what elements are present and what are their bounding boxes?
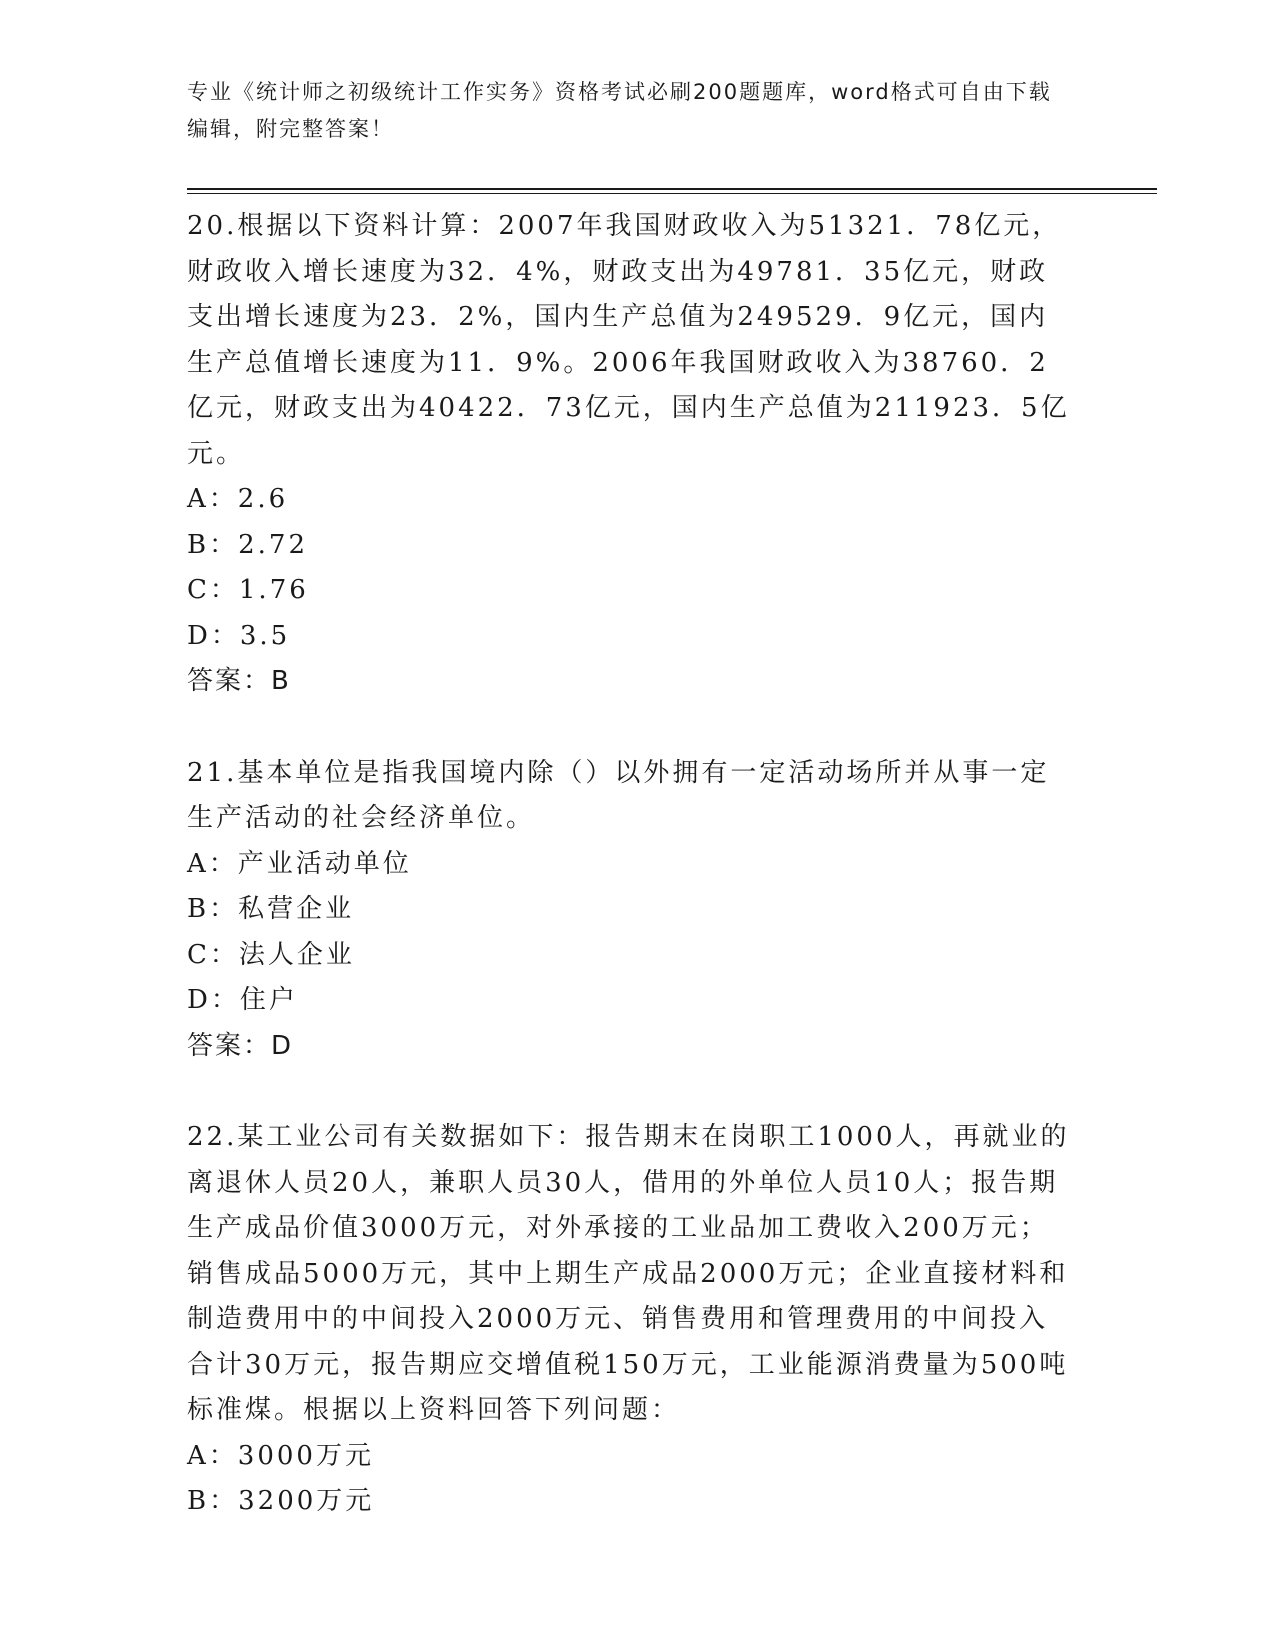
question-stem: 22.某工业公司有关数据如下：报告期末在岗职工1000人，再就业的离退休人员20人，兼职人员30人，借用的外单位人员10人；报告期生产成品价值3000万元，对外承接的工业品加工费收入200万元；销售成品5000万元，其中上期生产成品2000万元；企业直接材料和制造费用中的中间投入2000万元、销售费用和管理费用的中间投入合计30万元，报告期应交增值税150万元，工业能源消费量为500吨标准煤。根据以上资料回答下列问题： [187,1122,1070,1425]
document-page [187,74,1157,1571]
header-divider [187,188,1157,194]
option-b: B：私营企业 [187,894,355,924]
option-d: D：住户 [187,985,298,1015]
question-21 [187,751,1157,1070]
question-list [187,204,1157,1525]
option-b: B：2.72 [187,529,308,560]
question-22 [187,1115,1157,1525]
question-20 [187,204,1157,705]
question-stem: 20.根据以下资料计算：2007年我国财政收入为51321．78亿元，财政收入增长速度为32．4%，财政支出为49781．35亿元，财政支出增长速度为23．2%，国内生产总值为249529．9亿元，国内生产总值增长速度为11．9%。2006年我国财政收入为38760．2亿元，财政支出为40422．73亿元，国内生产总值为211923．5亿元。 [187,211,1070,469]
option-a: A：2.6 [187,484,289,514]
answer-line: 答案：B [187,666,291,696]
option-d: D：3.5 [187,620,291,651]
document-header: 专业《统计师之初级统计工作实务》资格考试必刷200题题库，word格式可自由下载编辑，附完整答案！ [187,80,1052,141]
option-b: B：3200万元 [187,1486,375,1516]
option-c: C：法人企业 [187,939,355,970]
question-stem: 21.基本单位是指我国境内除（）以外拥有一定活动场所并从事一定生产活动的社会经济单位。 [187,757,1050,833]
option-a: A：产业活动单位 [187,848,412,879]
option-c: C：1.76 [187,575,309,605]
option-a: A：3000万元 [187,1440,374,1471]
answer-line: 答案：D [187,1030,294,1061]
